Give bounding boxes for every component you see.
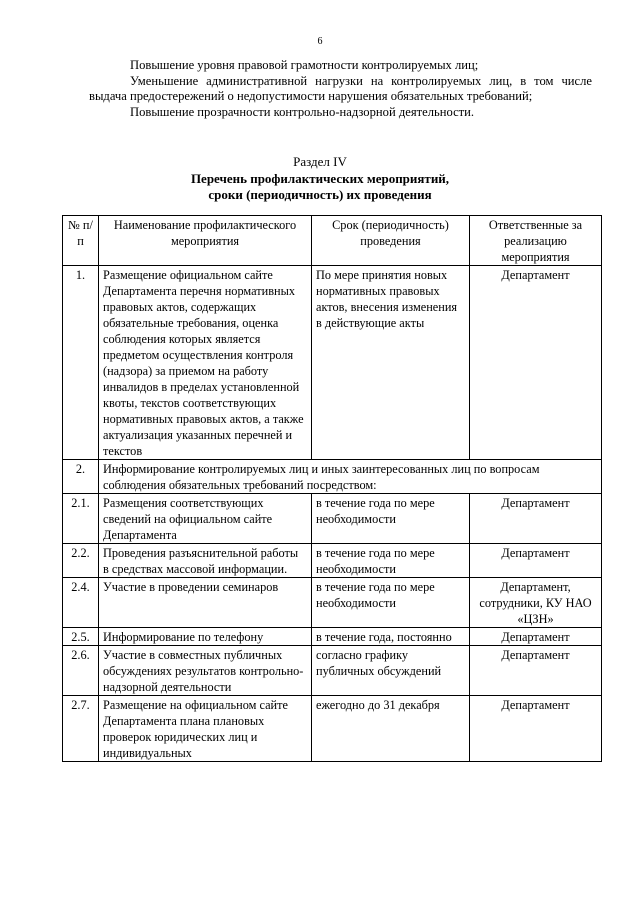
row-num: 2. <box>63 460 99 494</box>
events-table <box>62 215 602 762</box>
table-row <box>63 696 602 762</box>
header-period: Срок (периодичность) проведения <box>312 216 470 266</box>
page-number: 6 <box>317 36 323 47</box>
intro-paragraph: Уменьшение административной нагрузки на контролируемых лиц, в том числе выдача предостережений о недопустимости нарушения обязательных требований; <box>89 73 592 103</box>
row-name: Участие в проведении семинаров <box>99 578 312 628</box>
row-period: в течение года, постоянно <box>312 628 470 646</box>
table-row <box>63 628 602 646</box>
row-num: 2.5. <box>63 628 99 646</box>
intro-paragraph: Повышение прозрачности контрольно-надзорной деятельности. <box>130 104 475 119</box>
header-responsible: Ответственные за реализацию мероприятия <box>470 216 602 266</box>
row-name: Участие в совместных публичных обсуждениях результатов контрольно-надзорной деятельности <box>99 646 312 696</box>
section-title: Раздел IV <box>293 154 347 169</box>
row-responsible: Департамент <box>470 494 602 544</box>
row-merged-text: Информирование контролируемых лиц и иных заинтересованных лиц по вопросам соблюдения обязательных требований посредством: <box>99 460 602 494</box>
intro-paragraph: Повышение уровня правовой грамотности контролируемых лиц; <box>130 58 479 72</box>
row-responsible: Департамент <box>470 628 602 646</box>
row-name: Размещение официальном сайте Департамента перечня нормативных правовых актов, содержащих обязательные требования, оценка соблюдения которых является предметом осуществления контроля (надзора) за приемом на работу инвалидов в пределах установленной квоты, текстов соответствующих нормативных правовых актов, а также актуализация указанных перечней и текстов <box>99 266 312 460</box>
table-row <box>63 646 602 696</box>
row-responsible: Департамент, сотрудники, КУ НАО «ЦЗН» <box>470 578 602 628</box>
list-title <box>0 171 640 203</box>
row-name: Проведения разъяснительной работы в средствах массовой информации. <box>99 544 312 578</box>
row-num: 2.6. <box>63 646 99 696</box>
row-name: Информирование по телефону <box>99 628 312 646</box>
row-period: в течение года по мере необходимости <box>312 578 470 628</box>
row-responsible: Департамент <box>470 646 602 696</box>
table-row <box>63 266 602 460</box>
row-num: 2.2. <box>63 544 99 578</box>
row-period: ежегодно до 31 декабря <box>312 696 470 762</box>
row-name: Размещения соответствующих сведений на официальном сайте Департамента <box>99 494 312 544</box>
list-title-line: сроки (периодичность) их проведения <box>208 187 432 202</box>
table-row <box>63 460 602 494</box>
intro-text <box>89 58 592 120</box>
table-row <box>63 544 602 578</box>
list-title-line: Перечень профилактических мероприятий, <box>190 171 450 186</box>
row-period: По мере принятия новых нормативных правовых актов, внесения изменения в действующие акты <box>312 266 470 460</box>
row-num: 2.1. <box>63 494 99 544</box>
row-period: в течение года по мере необходимости <box>312 494 470 544</box>
table-header-row <box>63 216 602 266</box>
row-num: 2.7. <box>63 696 99 762</box>
row-period: в течение года по мере необходимости <box>312 544 470 578</box>
table-row <box>63 578 602 628</box>
row-responsible: Департамент <box>470 544 602 578</box>
row-name: Размещение на официальном сайте Департамента плана плановых проверок юридических лиц и индивидуальных <box>99 696 312 762</box>
row-period: согласно графику публичных обсуждений <box>312 646 470 696</box>
row-num: 1. <box>63 266 99 460</box>
table-row <box>63 494 602 544</box>
row-responsible: Департамент <box>470 266 602 460</box>
header-name: Наименование профилактического мероприятия <box>99 216 312 266</box>
header-num: № п/п <box>63 216 99 266</box>
row-responsible: Департамент <box>470 696 602 762</box>
row-num: 2.4. <box>63 578 99 628</box>
